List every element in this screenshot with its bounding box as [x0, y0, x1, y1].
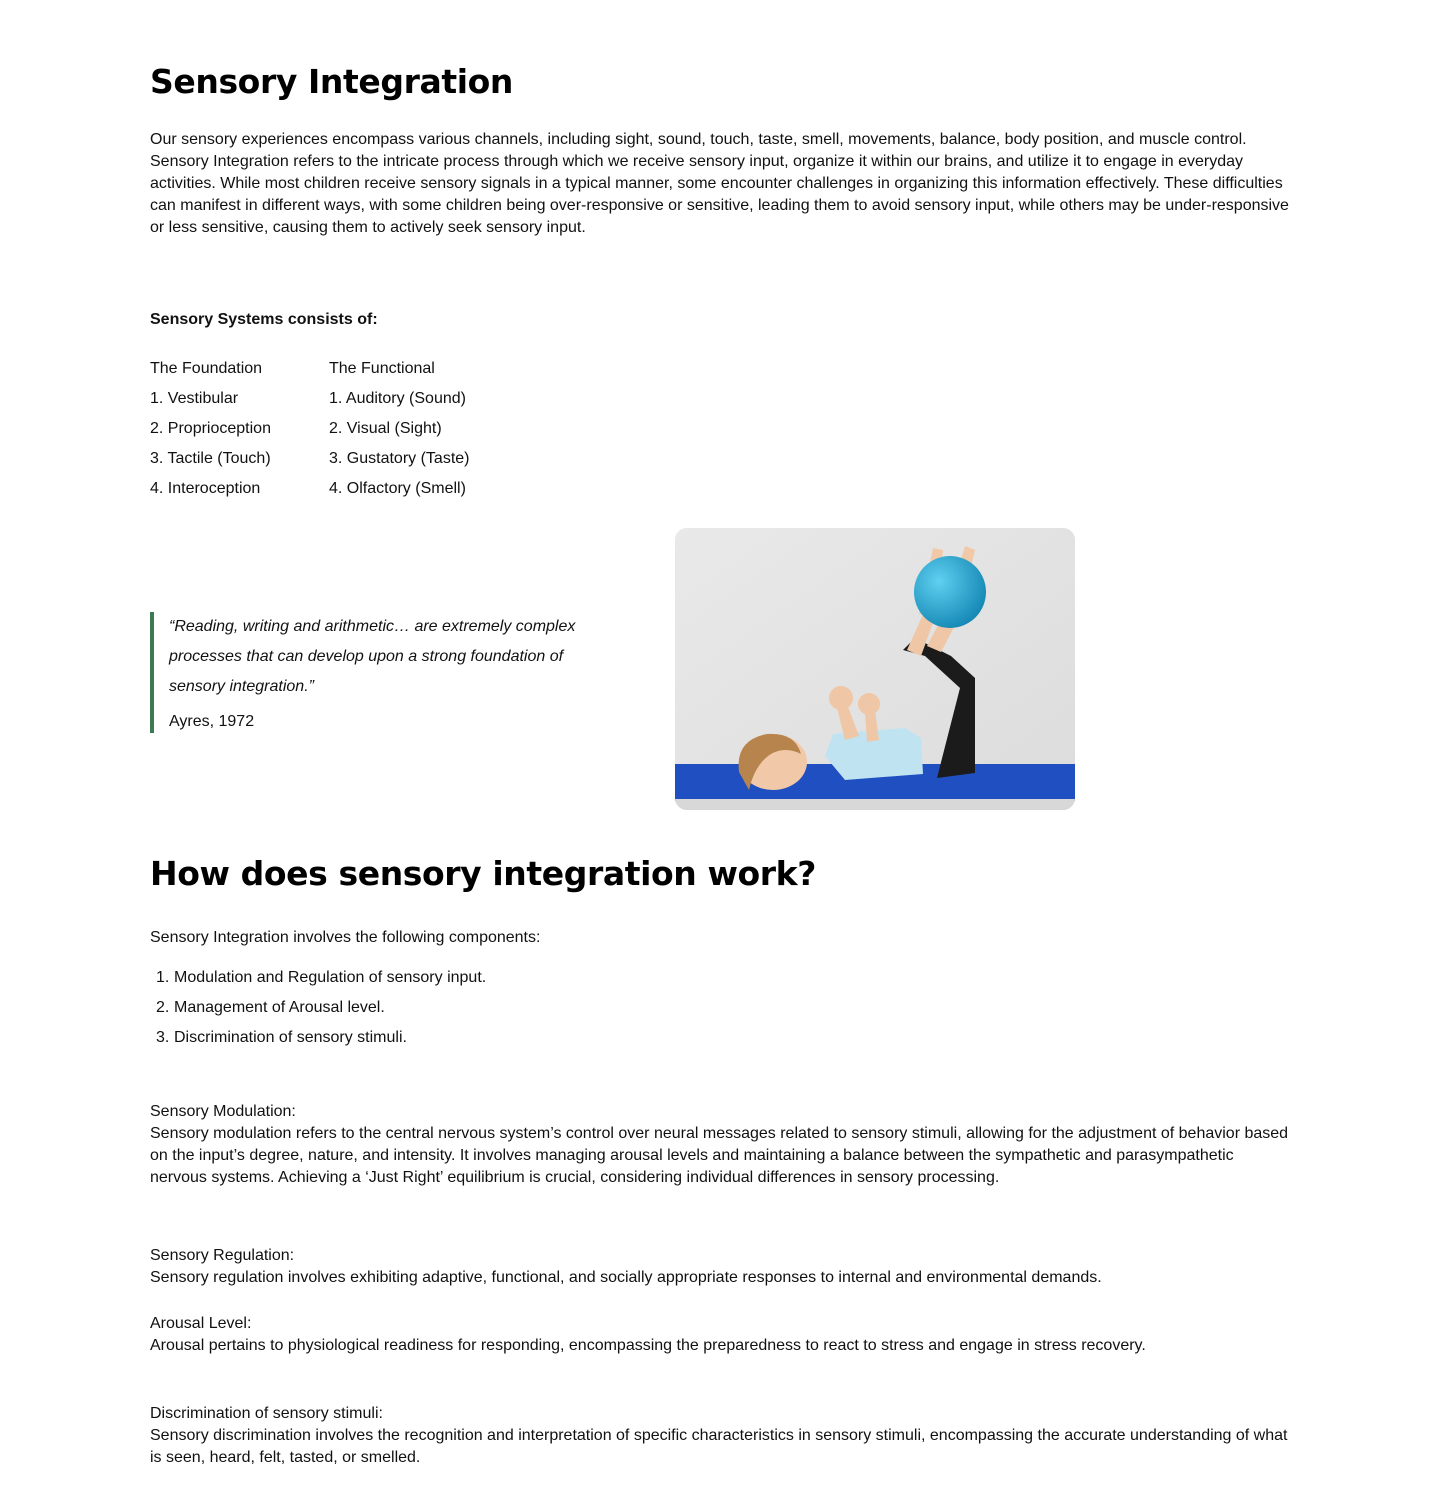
page-title: Sensory Integration — [150, 62, 513, 101]
foundation-item: 4. Interoception — [150, 480, 261, 497]
foundation-item: 2. Proprioception — [150, 420, 271, 437]
components-intro: Sensory Integration involves the following components: — [150, 929, 541, 946]
ayres-quote — [150, 612, 610, 733]
section-sensory-regulation — [150, 1245, 1290, 1289]
section-text: Sensory modulation refers to the central nervous system’s control over neural messages related to sensory stimuli, allowing for the adjustment of behavior based on the input’s degree, nature, and intensity. It involves managing arousal levels and maintaining a balance between the sympathetic and parasympathetic nervous systems. Achieving a ‘Just Right’ equilibrium is crucial, considering individual differences in sensory processing. — [150, 1125, 1289, 1186]
functional-item: 1. Auditory (Sound) — [329, 390, 466, 407]
section-text: Arousal pertains to physiological readiness for responding, encompassing the preparedness to react to stress and engage in stress recovery. — [150, 1337, 1146, 1354]
section-label: Sensory Modulation: — [150, 1103, 296, 1120]
functional-item: 3. Gustatory (Taste) — [329, 450, 470, 467]
child-with-ball-photo — [675, 528, 1075, 810]
components-list — [156, 967, 486, 1057]
functional-item: 2. Visual (Sight) — [329, 420, 442, 437]
section-text: Sensory regulation involves exhibiting adaptive, functional, and socially appropriate responses to internal and environmental demands. — [150, 1269, 1102, 1286]
section-label: Discrimination of sensory stimuli: — [150, 1405, 383, 1422]
functional-list — [329, 358, 470, 508]
quote-author: Ayres, 1972 — [169, 713, 255, 730]
section-label: Sensory Regulation: — [150, 1247, 295, 1264]
intro-paragraph: Our sensory experiences encompass various channels, including sight, sound, touch, taste, smell, movements, balance, body position, and muscle control. Sensory Integration refers to the intricate process through which we receive sensory input, organize it within our brains, and utilize it to engage in everyday activities. While most children receive sensory signals in a typical manner, some encounter challenges in organizing this information effectively. These difficulties can manifest in different ways, with some children being over-responsive or sensitive, leading them to avoid sensory input, while others may be under-responsive or less sensitive, causing them to actively seek sensory input. — [150, 131, 1289, 236]
foundation-heading: The Foundation — [150, 360, 263, 377]
list-item: 3. Discrimination of sensory stimuli. — [156, 1029, 407, 1046]
how-it-works-heading: How does sensory integration work? — [150, 854, 816, 893]
foundation-list — [150, 358, 271, 508]
child-with-ball-illustration — [675, 528, 1075, 810]
foundation-item: 3. Tactile (Touch) — [150, 450, 271, 467]
sensory-systems-heading: Sensory Systems consists of: — [150, 311, 378, 328]
functional-item: 4. Olfactory (Smell) — [329, 480, 466, 497]
functional-heading: The Functional — [329, 360, 435, 377]
quote-text: “Reading, writing and arithmetic… are extremely complex processes that can develop upon a strong foundation of sensory integration.” — [169, 618, 576, 695]
section-sensory-modulation — [150, 1101, 1290, 1189]
section-label: Arousal Level: — [150, 1315, 252, 1332]
foundation-item: 1. Vestibular — [150, 390, 239, 407]
section-discrimination — [150, 1403, 1290, 1469]
list-item: 2. Management of Arousal level. — [156, 999, 385, 1016]
list-item: 1. Modulation and Regulation of sensory input. — [156, 969, 487, 986]
section-arousal-level — [150, 1313, 1290, 1357]
section-text: Sensory discrimination involves the recognition and interpretation of specific characteristics in sensory stimuli, encompassing the accurate understanding of what is seen, heard, felt, tasted, or smelled. — [150, 1427, 1288, 1466]
